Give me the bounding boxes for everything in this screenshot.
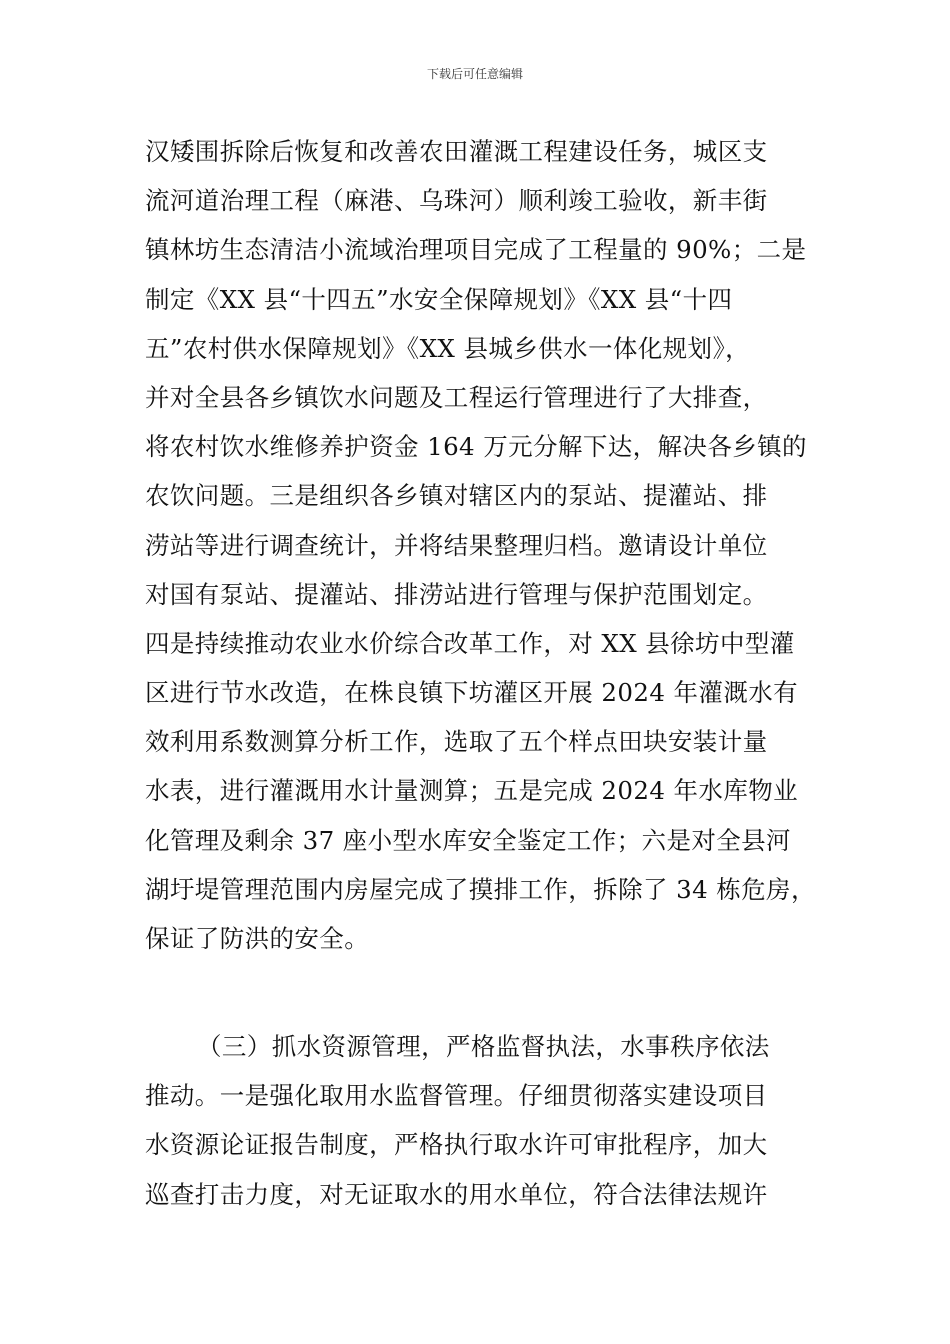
text-line: 效利用系数测算分析工作，选取了五个样点田块安装计量 [145,727,768,757]
text-line: 农饮问题。三是组织各乡镇对辖区内的泵站、提灌站、排 [145,481,768,511]
text-line: 推动。一是强化取用水监督管理。仔细贯彻落实建设项目 [145,1081,768,1111]
text-line: 保证了防洪的安全。 [145,924,370,953]
text-line: 水表，进行灌溉用水计量测算；五是完成 2024 年水库物业 [145,776,799,806]
page-header: 下载后可任意编辑 [426,67,523,81]
text-line: 将农村饮水维修养护资金 164 万元分解下达，解决各乡镇的 [145,432,807,462]
text-line: 对国有泵站、提灌站、排涝站进行管理与保护范围划定。 [145,579,768,609]
text-line: 水资源论证报告制度，严格执行取水许可审批程序，加大 [145,1130,768,1160]
text-line: 流河道治理工程（麻港、乌珠河）顺利竣工验收，新丰街 [145,186,768,216]
text-line: 涝站等进行调查统计，并将结果整理归档。邀请设计单位 [145,530,768,560]
text-line: 制定《XX 县“十四五”水安全保障规划》《XX 县“十四 [145,284,733,314]
text-line: 并对全县各乡镇饮水问题及工程运行管理进行了大排查， [145,382,768,412]
text-line: 巡查打击力度，对无证取水的用水单位，符合法律法规许 [145,1179,768,1209]
paragraph-1 [145,127,825,963]
text-line: （三）抓水资源管理，严格监督执法，水事秩序依法 [197,1032,770,1061]
text-line: 区进行节水改造，在株良镇下坊灌区开展 2024 年灌溉水有 [145,678,799,708]
paragraph-2 [145,1022,825,1219]
text-line: 镇林坊生态清洁小流域治理项目完成了工程量的 90%；二是 [145,235,807,265]
text-line: 化管理及剩余 37 座小型水库安全鉴定工作；六是对全县河 [145,825,791,855]
text-line: 湖圩堤管理范围内房屋完成了摸排工作，拆除了 34 栋危房， [145,874,816,904]
text-line: 五”农村供水保障规划》《XX 县城乡供水一体化规划》， [145,333,750,363]
text-line: 汉矮围拆除后恢复和改善农田灌溉工程建设任务，城区支 [145,137,768,166]
text-line: 四是持续推动农业水价综合改革工作，对 XX 县徐坊中型灌 [145,628,795,658]
